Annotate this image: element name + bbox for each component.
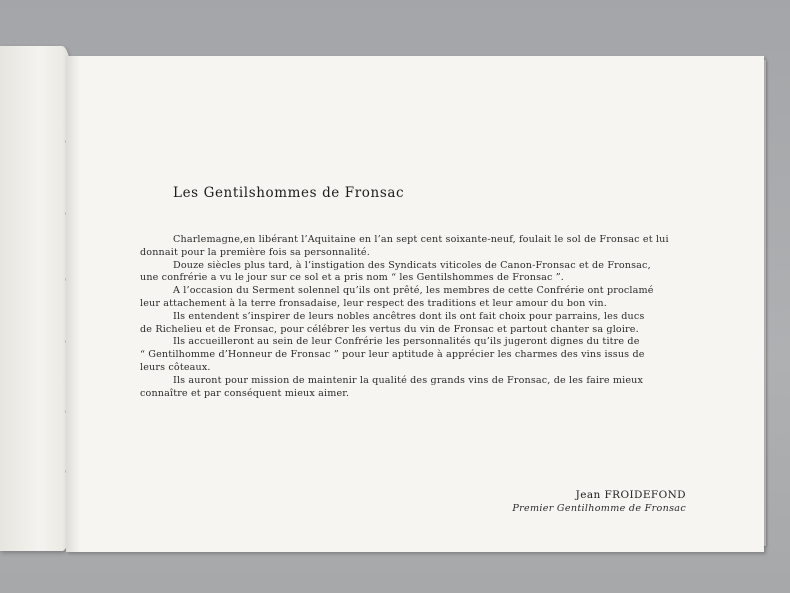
gutter-shadow — [66, 56, 80, 552]
signature-name: Jean FROIDEFOND — [575, 489, 686, 501]
text-line: Ils auront pour mission de maintenir la qualité des grands vins de Fronsac, de les faire mieux — [173, 374, 644, 386]
page-title: Les Gentilshommes de Fronsac — [173, 185, 405, 201]
text-line: Douze siècles plus tard, à l’instigation des Syndicats viticoles de Canon-Fronsac et de Fronsac, — [173, 259, 651, 271]
text-line: leur attachement à la terre fronsadaise, leur respect des traditions et leur amour du bon vin. — [140, 297, 607, 309]
text-line: A l’occasion du Serment solennel qu’ils ont prêté, les membres de cette Confrérie ont proclamé — [173, 285, 654, 297]
text-line: leurs côteaux. — [140, 361, 211, 373]
text-line: une confrérie a vu le jour sur ce sol et a pris nom “ les Gentilshommes de Fronsac ”. — [140, 272, 565, 284]
body-text — [140, 234, 685, 400]
signature-role: Premier Gentilhomme de Fronsac — [512, 503, 686, 514]
text-line: Ils entendent s’inspirer de leurs nobles ancêtres dont ils ont fait choix pour parrains, les ducs — [173, 310, 645, 322]
left-page — [0, 46, 72, 551]
text-line: connaître et par conséquent mieux aimer. — [140, 387, 350, 399]
text-line: Ils accueilleront au sein de leur Confrérie les personnalités qu’ils jugeront dignes du titre de — [173, 336, 640, 348]
text-line: de Richelieu et de Fronsac, pour célébrer les vertus du vin de Fronsac et partout chanter sa gloire. — [140, 323, 639, 335]
text-line: “ Gentilhomme d’Honneur de Fronsac ” pour leur aptitude à apprécier les charmes des vins issus de — [140, 349, 645, 361]
text-line: donnait pour la première fois sa personnalité. — [140, 246, 370, 258]
text-line: Charlemagne,en libérant l’Aquitaine en l’an sept cent soixante-neuf, foulait le sol de Fronsac et lui — [173, 234, 669, 245]
signature-block — [512, 488, 686, 516]
